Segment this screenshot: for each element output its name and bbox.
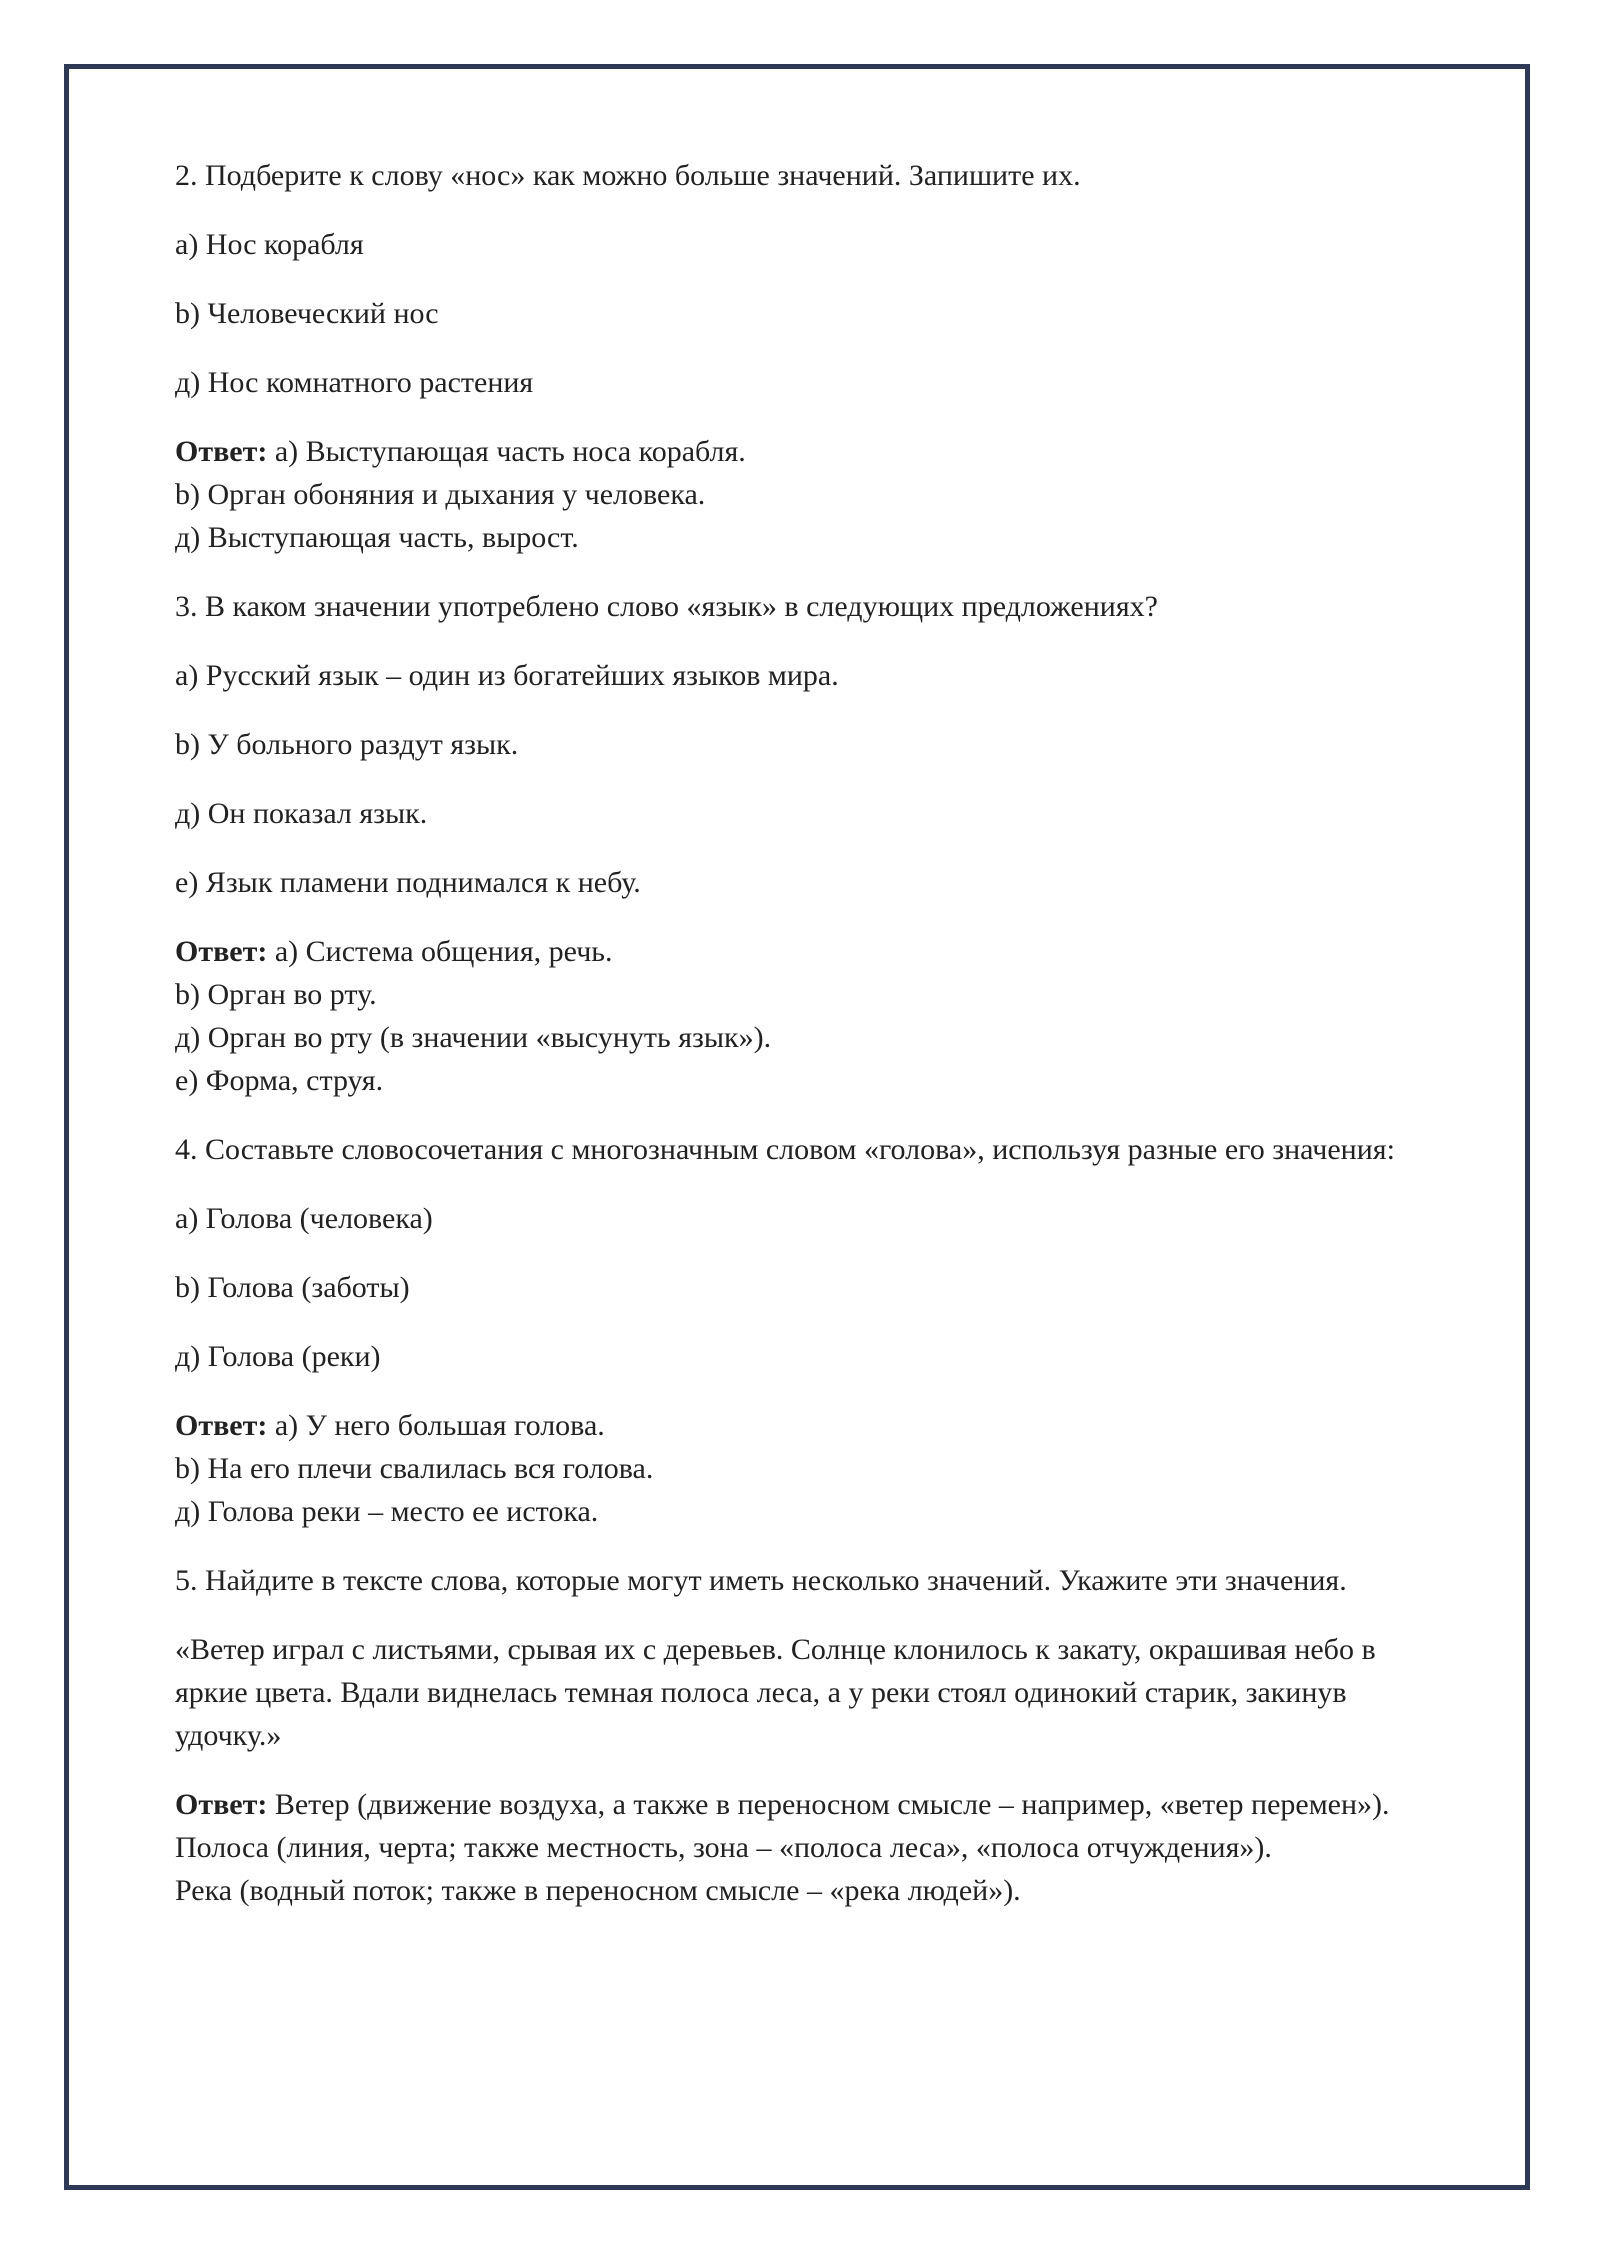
answer-text: а) Выступающая часть носа корабля.: [267, 435, 746, 468]
answer-text: Ветер (движение воздуха, а также в переносном смысле – например, «ветер перемен»).: [267, 1788, 1390, 1821]
answer-label: Ответ:: [175, 1409, 268, 1442]
question-3-title: 3. В каком значении употреблено слово «язык» в следующих предложениях?: [175, 590, 1158, 623]
answer-line: [175, 1783, 1445, 1826]
question-2-item-a: а) Нос корабля: [175, 228, 364, 261]
question-3-answer: [175, 930, 1445, 1102]
question-5-answer: [175, 1783, 1445, 1912]
question-2-answer: [175, 430, 1445, 559]
question-3-item-e: е) Язык пламени поднимался к небу.: [175, 866, 641, 899]
answer-line: Река (водный поток; также в переносном смысле – «река людей»).: [175, 1874, 1021, 1907]
answer-label: Ответ:: [175, 935, 268, 968]
question-2-title: 2. Подберите к слову «нос» как можно больше значений. Запишите их.: [175, 159, 1081, 192]
question-4-title: 4. Составьте словосочетания с многозначным словом «голова», используя разные его значения:: [175, 1133, 1395, 1166]
answer-line: д) Орган во рту (в значении «высунуть язык»).: [175, 1021, 772, 1054]
answer-line: b) Орган обоняния и дыхания у человека.: [175, 478, 706, 511]
question-5-title: 5. Найдите в тексте слова, которые могут иметь несколько значений. Укажите эти значения.: [175, 1564, 1347, 1597]
question-2-item-d: д) Нос комнатного растения: [175, 366, 534, 399]
question-3-item-b: b) У больного раздут язык.: [175, 728, 519, 761]
answer-line: Полоса (линия, черта; также местность, зона – «полоса леса», «полоса отчуждения»).: [175, 1831, 1272, 1864]
answer-text: а) У него большая голова.: [267, 1409, 605, 1442]
answer-line: b) Орган во рту.: [175, 978, 377, 1011]
answer-line: е) Форма, струя.: [175, 1064, 384, 1097]
answer-label: Ответ:: [175, 1788, 268, 1821]
answer-line: [175, 930, 1445, 973]
answer-text: а) Система общения, речь.: [267, 935, 613, 968]
question-4-answer: [175, 1404, 1445, 1533]
question-3-item-a: а) Русский язык – один из богатейших языков мира.: [175, 659, 839, 692]
question-2-item-b: b) Человеческий нос: [175, 297, 439, 330]
question-4-item-d: д) Голова (реки): [175, 1340, 381, 1373]
question-5-passage: «Ветер играл с листьями, срывая их с деревьев. Солнце клонилось к закату, окрашивая небо в яркие цвета. Вдали виднелась темная полоса леса, а у реки стоял одинокий старик, закинув удочку.»: [175, 1633, 1376, 1752]
answer-line: д) Выступающая часть, вырост.: [175, 521, 579, 554]
question-3-item-d: д) Он показал язык.: [175, 797, 428, 830]
answer-line: д) Голова реки – место ее истока.: [175, 1495, 599, 1528]
answer-line: b) На его плечи свалилась вся голова.: [175, 1452, 654, 1485]
question-4-item-a: а) Голова (человека): [175, 1202, 433, 1235]
answer-label: Ответ:: [175, 435, 268, 468]
question-4-item-b: b) Голова (заботы): [175, 1271, 410, 1304]
answer-line: [175, 1404, 1445, 1447]
answer-line: [175, 430, 1445, 473]
document-body: [175, 154, 1445, 1938]
